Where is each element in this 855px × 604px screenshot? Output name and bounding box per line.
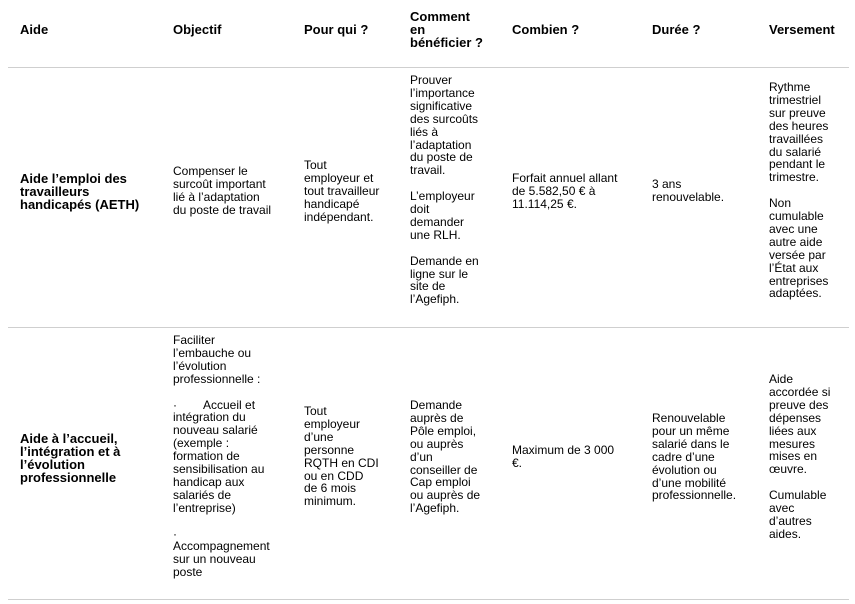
row1-comment-line: des surcoûts	[410, 111, 479, 126]
row2-objectif-line: Accompagnement	[173, 539, 270, 554]
row1-comment-line: doit	[410, 202, 430, 217]
row2-pour-qui-line: Tout	[304, 404, 327, 418]
row1-pour-qui	[304, 159, 379, 224]
row2-versement-para	[769, 489, 830, 541]
row1-versement-line: Non	[769, 196, 792, 211]
row1-comment-line: liés à	[410, 124, 439, 139]
row2-objectif-intro	[173, 334, 270, 386]
row2-duree-line: Renouvelable	[652, 411, 726, 425]
row2-pour-qui-line: ou en CDD	[304, 468, 364, 483]
row1-versement-line: avec une	[769, 221, 818, 236]
row1-comment-line: ligne sur le	[410, 266, 469, 281]
row1-objectif-line: Compenser le	[173, 164, 248, 178]
row1-versement-line: des heures	[769, 118, 829, 133]
row2-objectif-line: · Accueil et	[173, 397, 256, 412]
header-aide: Aide	[20, 22, 49, 37]
header-comment-line: en	[410, 22, 426, 37]
header-comment-line: Comment	[410, 9, 470, 24]
row1-comment-line: significative	[410, 98, 473, 113]
row1-pour-qui-line: Tout	[304, 158, 327, 172]
row2-combien	[512, 444, 614, 470]
row1-aide-line: Aide l’emploi des	[20, 171, 127, 186]
row2-objectif-line: poste	[173, 565, 203, 580]
row2-duree-line: cadre d’une	[652, 449, 715, 464]
row2-pour-qui-line: de 6 mois	[304, 481, 357, 496]
row1-comment-line: l’importance	[410, 85, 475, 100]
row1-versement	[769, 81, 828, 300]
row2-versement-line: mises en	[769, 449, 818, 464]
row2-objectif	[173, 334, 270, 579]
row1-versement-line: Rythme	[769, 80, 811, 94]
row2-comment-line: l’Agefiph.	[410, 501, 460, 516]
row1-comment-line: Demande en	[410, 253, 479, 268]
row2-objectif-line: professionnelle :	[173, 371, 261, 386]
row-divider	[8, 327, 849, 328]
row1-comment-line: site de	[410, 279, 446, 294]
row2-comment	[410, 399, 480, 515]
row1-duree	[652, 178, 724, 204]
row2-comment-line: Demande	[410, 398, 463, 412]
header-divider	[8, 67, 849, 68]
row2-aide-line: l’intégration et à	[20, 444, 121, 459]
row2-objectif-bullet	[173, 399, 270, 515]
row2-versement-line: Cumulable	[769, 488, 827, 503]
row1-comment-line: l’Agefiph.	[410, 292, 460, 307]
row2-versement-line: avec	[769, 501, 795, 516]
row2-objectif-line: salariés de	[173, 487, 232, 502]
row2-objectif-line: (exemple :	[173, 436, 230, 451]
row2-objectif-line: l’embauche ou	[173, 345, 252, 360]
row1-comment-para	[410, 190, 479, 242]
row1-versement-line: entreprises	[769, 273, 829, 288]
row2-objectif-line: l’entreprise)	[173, 500, 236, 515]
table-bottom-border	[8, 599, 849, 600]
row2-pour-qui-line: personne	[304, 442, 355, 457]
row2-versement-line: accordée si	[769, 384, 831, 399]
row1-comment-para	[410, 74, 479, 177]
row1-comment	[410, 74, 479, 306]
row1-comment-line: une RLH.	[410, 227, 461, 242]
row2-duree	[652, 412, 736, 502]
row2-combien-line: €.	[512, 455, 523, 470]
row2-pour-qui	[304, 405, 379, 508]
row2-objectif-line: sensibilisation au	[173, 462, 265, 477]
row2-objectif-line: handicap aux	[173, 474, 245, 489]
row2-objectif-line: ·	[173, 526, 177, 541]
row1-combien-line: 11.114,25 €.	[512, 196, 577, 211]
row2-combien-line: Maximum de 3 000	[512, 443, 615, 457]
row1-comment-line: Prouver	[410, 73, 453, 87]
row2-pour-qui-line: employeur	[304, 416, 361, 431]
row1-aide-line: travailleurs	[20, 184, 90, 199]
header-combien: Combien ?	[512, 22, 580, 37]
row1-objectif-line: surcoût important	[173, 176, 266, 191]
row2-versement-line: preuve des	[769, 397, 829, 412]
row1-duree-line: 3 ans	[652, 177, 682, 191]
row2-duree-line: d’une mobilité	[652, 475, 727, 490]
row2-versement-para	[769, 373, 830, 476]
row2-versement-line: œuvre.	[769, 462, 808, 477]
row2-duree-line: pour un même	[652, 423, 730, 438]
row1-versement-line: cumulable	[769, 209, 824, 224]
header-comment-line: bénéficier ?	[410, 35, 483, 50]
row1-objectif	[173, 165, 271, 217]
row2-versement-line: dépenses	[769, 410, 822, 425]
row2-versement-line: mesures	[769, 436, 816, 451]
row1-versement-para	[769, 197, 828, 300]
row1-versement-line: travaillées	[769, 131, 824, 146]
row2-versement-line: liées aux	[769, 423, 817, 438]
row1-versement-line: pendant le	[769, 157, 826, 172]
row1-versement-para	[769, 81, 828, 184]
row2-comment-line: Pôle emploi,	[410, 423, 477, 438]
row2-duree-line: évolution ou	[652, 462, 717, 477]
row1-versement-line: sur preuve	[769, 105, 826, 120]
row2-aide-line: Aide à l’accueil,	[20, 431, 118, 446]
row1-duree-line: renouvelable.	[652, 189, 725, 204]
row2-aide	[20, 432, 120, 484]
row2-aide-line: professionnelle	[20, 470, 117, 485]
row1-versement-line: autre aide	[769, 234, 823, 249]
row1-pour-qui-line: tout travailleur	[304, 183, 380, 198]
row1-comment-line: demander	[410, 214, 465, 229]
row1-objectif-line: lié à l’adaptation	[173, 189, 260, 204]
row1-objectif-line: du poste de travail	[173, 202, 272, 217]
row2-comment-line: conseiller de	[410, 462, 478, 477]
row2-objectif-line: l’évolution	[173, 358, 227, 373]
row1-aide	[20, 172, 139, 211]
row1-pour-qui-line: handicapé	[304, 196, 360, 211]
row1-versement-line: trimestriel	[769, 92, 822, 107]
row1-comment-line: l’adaptation	[410, 137, 472, 152]
row2-pour-qui-line: RQTH en CDI	[304, 455, 379, 470]
row1-versement-line: versée par	[769, 247, 826, 262]
row1-combien	[512, 172, 617, 211]
header-pour-qui: Pour qui ?	[304, 22, 369, 37]
row2-objectif-line: Faciliter	[173, 333, 216, 347]
row2-comment-line: ou auprès	[410, 436, 464, 451]
row2-versement-line: d’autres	[769, 513, 812, 528]
row1-versement-line: adaptées.	[769, 286, 822, 301]
row1-comment-line: travail.	[410, 163, 446, 178]
row1-versement-line: du salarié	[769, 144, 822, 159]
header-versement: Versement	[769, 22, 835, 37]
header-comment	[410, 10, 483, 49]
row2-versement-line: aides.	[769, 526, 802, 541]
row2-comment-line: d’un	[410, 449, 433, 464]
row2-pour-qui-line: d’une	[304, 429, 334, 444]
row2-versement	[769, 373, 830, 541]
row2-aide-line: l’évolution	[20, 457, 85, 472]
row2-duree-line: salarié dans le	[652, 436, 730, 451]
row1-comment-line: L’employeur	[410, 189, 475, 204]
header-duree: Durée ?	[652, 22, 701, 37]
row1-pour-qui-line: employeur et	[304, 170, 374, 185]
row1-pour-qui-line: indépendant.	[304, 209, 374, 224]
row1-comment-line: du poste de	[410, 150, 473, 165]
row1-versement-line: trimestre.	[769, 170, 820, 185]
row1-combien-line: Forfait annuel allant	[512, 171, 618, 185]
row2-comment-line: auprès de	[410, 410, 464, 425]
row2-objectif-line: intégration du	[173, 410, 246, 425]
header-objectif: Objectif	[173, 22, 222, 37]
row2-duree-line: professionnelle.	[652, 488, 737, 503]
row1-combien-line: de 5.582,50 € à	[512, 183, 596, 198]
row1-comment-para	[410, 255, 479, 307]
row1-versement-line: l’État aux	[769, 260, 819, 275]
row2-comment-line: ou auprès de	[410, 488, 481, 503]
row2-versement-line: Aide	[769, 372, 794, 386]
row2-comment-line: Cap emploi	[410, 475, 471, 490]
row2-objectif-line: sur un nouveau	[173, 552, 256, 567]
row2-objectif-bullet	[173, 528, 270, 580]
row2-pour-qui-line: minimum.	[304, 494, 357, 509]
row1-aide-line: handicapés (AETH)	[20, 197, 140, 212]
row2-objectif-line: formation de	[173, 449, 240, 464]
row2-objectif-line: nouveau salarié	[173, 423, 258, 438]
